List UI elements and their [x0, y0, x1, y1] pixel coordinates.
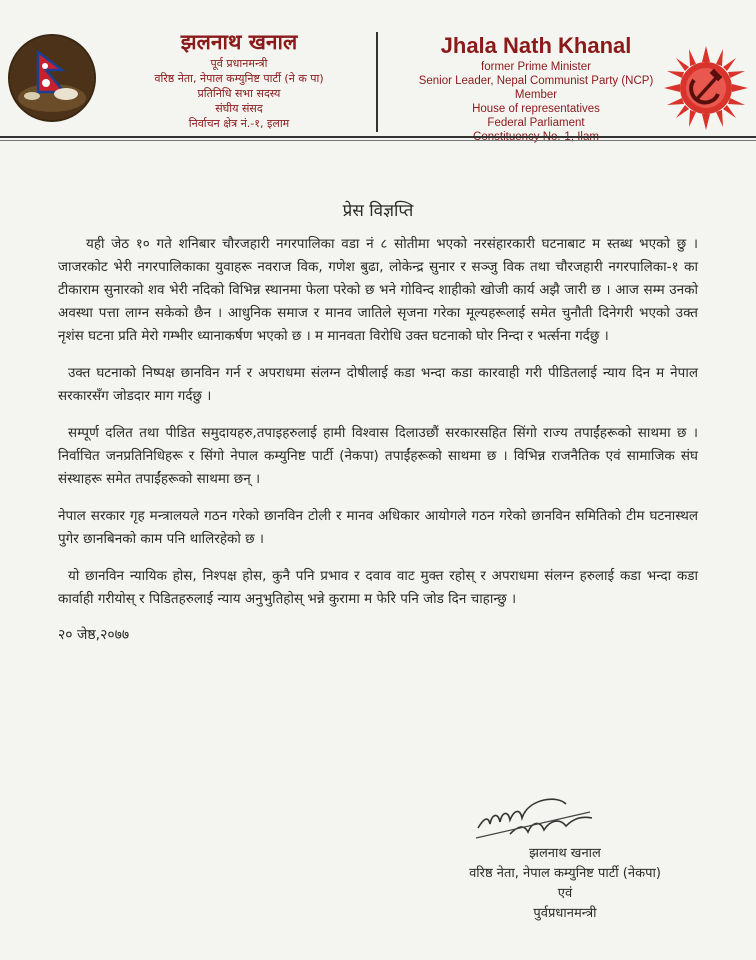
- letterhead-line: प्रतिनिधि सभा सदस्य: [197, 87, 281, 100]
- hammer-sickle-sun-icon: [662, 44, 750, 132]
- letterhead-english: [400, 32, 672, 144]
- letterhead-line: वरिष्ठ नेता, नेपाल कम्युनिष्ट पार्टी (ने क पा): [154, 72, 324, 85]
- paragraph: नेपाल सरकार गृह मन्त्रालयले गठन गरेको छानविन टोली र मानव अधिकार आयोगले गठन गरेको छानविन समितिको टीम घटनास्थल पुगेर छानबिनको काम पनि थालिरहेको छ ।: [58, 508, 698, 547]
- letterhead-divider: [376, 32, 378, 132]
- press-release-body: [58, 198, 698, 644]
- nepal-flag-emblem-icon: [8, 34, 96, 122]
- document-title: प्रेस विज्ञप्ति: [342, 201, 414, 221]
- paragraph: यो छानविन न्यायिक होस, निश्पक्ष होस, कुनै पनि प्रभाव र दवाव वाट मुक्त रहोस् र अपराधमा संलग्न हरुलाई कडा भन्दा कडा कार्वाही गरीयोस् र पिडितहरुलाई न्याय अनुभुतिहोस् भन्ने कुरामा म फेरि पनि जोड दिन चाहान्छु ।: [58, 568, 698, 607]
- letterhead-line: Member: [514, 89, 558, 101]
- letterhead-name-english: Jhala Nath Khanal: [440, 33, 632, 58]
- letterhead-rule-thin: [0, 140, 756, 141]
- letterhead-rule: [0, 136, 756, 138]
- letterhead-name-nepali: झलनाथ खनाल: [180, 30, 298, 54]
- paragraph: यही जेठ १० गते शनिबार चौरजहारी नगरपालिका वडा नं ८ सोतीमा भएको नरसंहारकारी घटनाबाट म स्तब्ध भएको छु । जाजरकोट भेरी नगरपालिकाका युवाहरू नवराज विक, गणेश बुढा, लोकेन्द्र सुनार र सञ्जु विक तथा चौरजहारी नगरपालिका-१ का टीकाराम सुनारको शव भेरी नदिको विभिन्न स्थानमा फेला परेको छ भने गोविन्द शाहीको खोजी कार्य अझै जारी छ । आज सम्म उनको अवस्था पत्ता लाग्न सकेको छैन । आधुनिक समाज र मानव जातिले सृजना गरेका मूल्यहरूलाई समेत चुनौती दिनेगरी भएको उक्त नृशंस घटना प्रति मेरो गम्भीर ध्यानाकर्षण भएको छ । म मानवता विरोधि उक्त घटनाको घोर निन्दा र भर्त्सना गर्दछु ।: [58, 236, 698, 344]
- letterhead-line: House of representatives: [472, 103, 600, 115]
- paragraph: उक्त घटनाको निष्पक्ष छानविन गर्न र अपराधमा संलग्न दोषीलाई कडा भन्दा कडा कारवाही गरी पीडितलाई न्याय दिन म नेपाल सरकारसँग जोडदार माग गर्दछु ।: [58, 365, 698, 404]
- document-date: २० जेष्ठ,२०७७: [58, 627, 130, 643]
- letterhead-line: संघीय संसद: [215, 102, 263, 115]
- letterhead-nepali: [110, 28, 368, 131]
- signature-block: [440, 788, 690, 924]
- letterhead-line: निर्वाचन क्षेत्र नं.-१, इलाम: [188, 117, 290, 130]
- signatory-conjunction: एवं: [557, 886, 573, 901]
- letterhead-line: Senior Leader, Nepal Communist Party (NCP): [418, 75, 654, 87]
- signatory-former-title: पुर्वप्रधानमन्त्री: [533, 906, 597, 921]
- handwritten-signature: [470, 788, 600, 844]
- letterhead-line: former Prime Minister: [481, 61, 591, 73]
- signatory-name: झलनाथ खनाल: [529, 846, 601, 861]
- letterhead-line: पूर्व प्रधानमन्त्री: [210, 57, 268, 70]
- letterhead-line: Federal Parliament: [487, 117, 585, 129]
- signatory-title: वरिष्ठ नेता, नेपाल कम्युनिष्ट पार्टी (नेकपा): [469, 866, 661, 881]
- paragraph: सम्पूर्ण दलित तथा पीडित समुदायहरु,तपाइहरुलाई हामी विश्वास दिलाउछौं सरकारसहित सिंगो राज्य तपाईंहरूको साथमा छ । निर्वाचित जनप्रतिनिधिहरू र सिंगो नेपाल कम्युनिष्ट पार्टी (नेकपा) तपाईंहरूको साथमा छ । विभिन्न राजनैतिक एवं सामाजिक संघ संस्थाहरू समेत तपाईंहरूको साथमा छन् ।: [58, 425, 698, 487]
- letterhead: [0, 0, 756, 150]
